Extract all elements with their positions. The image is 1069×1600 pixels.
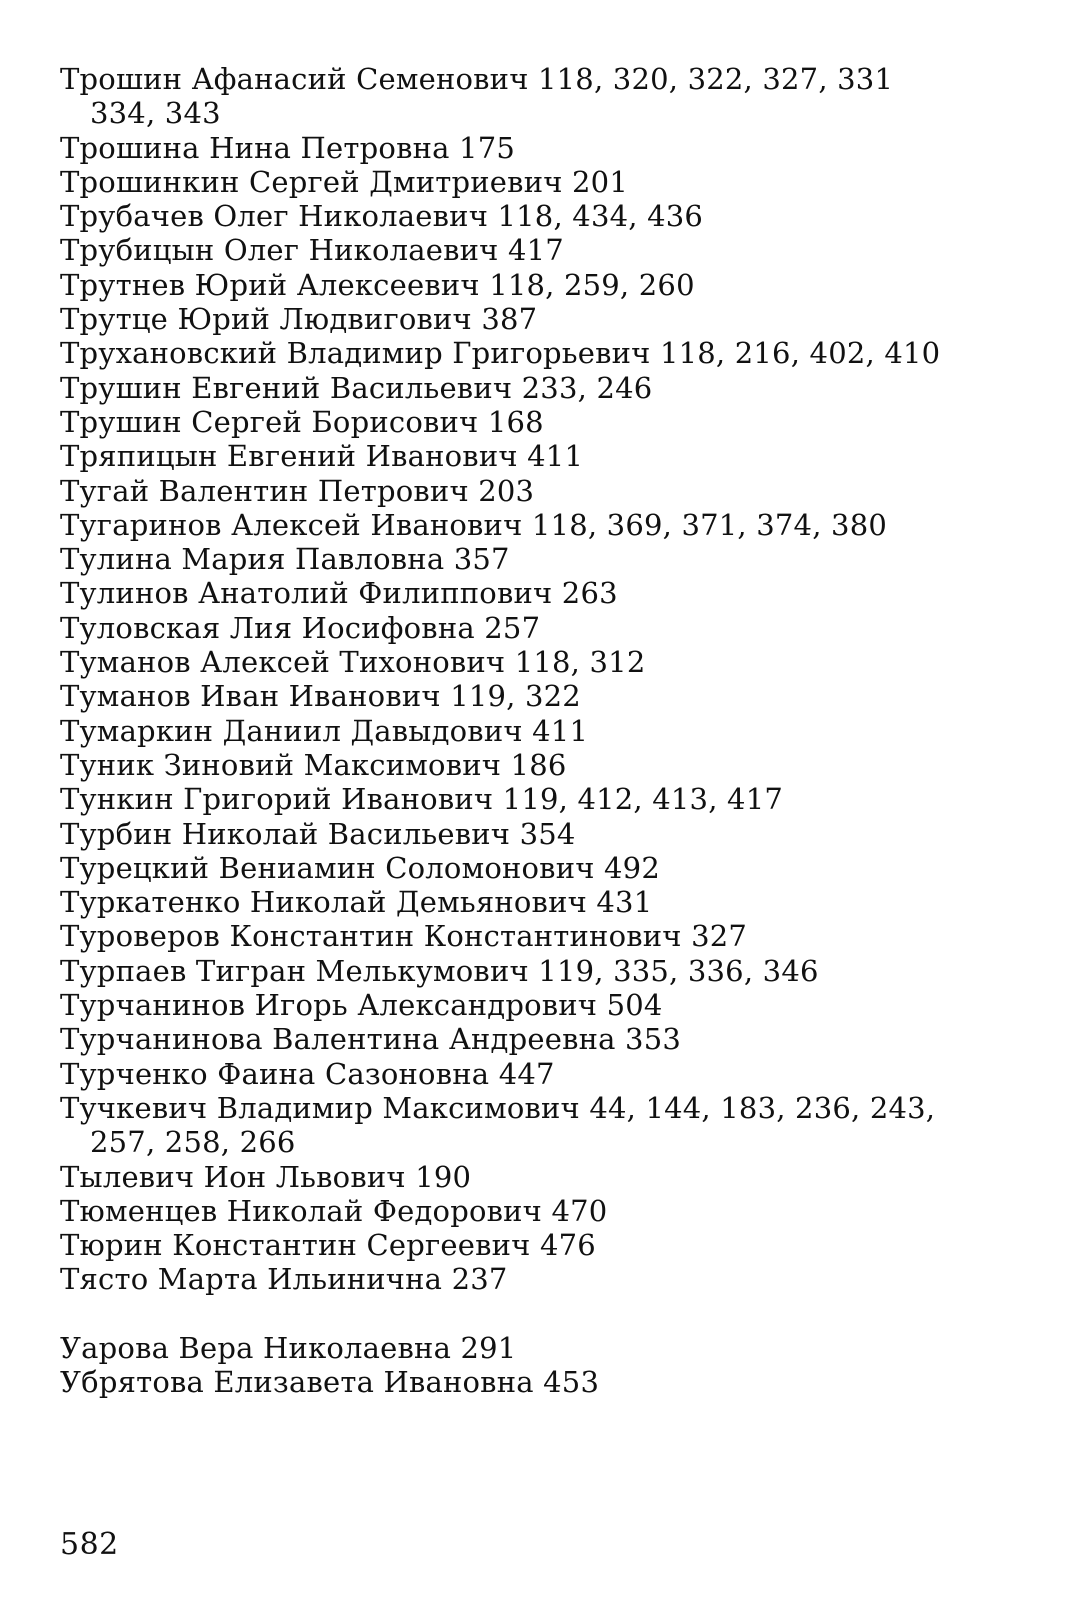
entry-pages: 233, 246 — [521, 370, 653, 405]
entry-name: Трошина Нина Петровна — [60, 130, 450, 165]
entry-pages-continued: 334, 343 — [90, 96, 221, 131]
entry-name: Тугаринов Алексей Иванович — [60, 507, 523, 542]
entry-pages: 431 — [596, 885, 653, 920]
entry-name: Тряпицын Евгений Иванович — [60, 439, 518, 474]
index-entry — [60, 679, 1045, 713]
index-entry — [60, 714, 1045, 748]
index-entry — [60, 371, 1045, 405]
index-entry — [60, 817, 1045, 851]
entry-pages: 257 — [484, 610, 541, 645]
entry-name: Тучкевич Владимир Максимович — [60, 1090, 580, 1125]
index-entry — [60, 988, 1045, 1022]
entry-pages: 417 — [507, 233, 564, 268]
entry-pages: 263 — [561, 576, 618, 611]
entry-name: Туманов Алексей Тихонович — [60, 645, 506, 680]
entry-pages: 353 — [625, 1022, 681, 1057]
entry-pages: 201 — [572, 164, 628, 199]
entry-pages: 387 — [481, 302, 538, 337]
index-entry — [60, 62, 1045, 131]
index-entry — [60, 919, 1045, 953]
entry-name: Тугай Валентин Петрович — [60, 473, 469, 508]
entry-pages: 118, 434, 436 — [497, 199, 704, 234]
entry-pages: 237 — [451, 1262, 508, 1297]
entry-name: Тункин Григорий Иванович — [60, 782, 494, 817]
entry-pages: 203 — [478, 473, 535, 508]
entry-pages: 447 — [498, 1056, 555, 1091]
index-entry — [60, 508, 1045, 542]
index-entry — [60, 439, 1045, 473]
index-entry — [60, 645, 1045, 679]
entry-name: Туркатенко Николай Демьянович — [60, 885, 587, 920]
entry-pages-continued: 257, 258, 266 — [90, 1125, 296, 1160]
index-entry — [60, 576, 1045, 610]
entry-pages: 492 — [604, 850, 660, 885]
entry-name: Трухановский Владимир Григорьевич — [60, 336, 651, 371]
index-entry — [60, 1262, 1045, 1296]
entry-pages: 327 — [691, 919, 748, 954]
entry-pages: 119, 412, 413, 417 — [502, 782, 783, 817]
index-entry — [60, 1022, 1045, 1056]
index-entry — [60, 954, 1045, 988]
entry-pages: 357 — [453, 542, 510, 577]
entry-name: Трошинкин Сергей Дмитриевич — [60, 164, 563, 199]
entry-pages: 118, 216, 402, 410 — [659, 336, 941, 371]
entry-name: Тулина Мария Павловна — [60, 542, 445, 577]
entry-name: Турецкий Вениамин Соломонович — [60, 850, 595, 885]
entry-pages: 175 — [459, 130, 515, 165]
index-entry — [60, 748, 1045, 782]
index-entry — [60, 1331, 1045, 1365]
entry-pages: 118, 320, 322, 327, 331 — [538, 62, 894, 96]
entry-name: Турпаев Тигран Мелькумович — [60, 953, 529, 988]
entry-name: Турчанинов Игорь Александрович — [60, 988, 598, 1023]
entry-pages: 453 — [543, 1364, 600, 1399]
index-entry — [60, 199, 1045, 233]
index-entry — [60, 1194, 1045, 1228]
entry-name: Трушин Евгений Васильевич — [60, 370, 513, 405]
entry-name: Тюменцев Николай Федорович — [60, 1193, 543, 1228]
entry-pages: 44, 144, 183, 236, 243, — [589, 1090, 936, 1125]
index-entry — [60, 233, 1045, 267]
index-entry — [60, 165, 1045, 199]
entry-name: Убрятова Елизавета Ивановна — [60, 1364, 534, 1399]
entry-name: Трутнев Юрий Алексеевич — [60, 267, 480, 302]
entry-name: Турченко Фаина Сазоновна — [60, 1056, 490, 1091]
entry-pages: 119, 322 — [450, 679, 581, 714]
index-entry — [60, 885, 1045, 919]
page-number: 582 — [60, 1527, 119, 1562]
entry-name: Туник Зиновий Максимович — [60, 747, 502, 782]
index-entry — [60, 542, 1045, 576]
entry-pages: 190 — [415, 1159, 472, 1194]
entry-pages: 476 — [539, 1228, 596, 1263]
entry-name: Туманов Иван Иванович — [60, 679, 441, 714]
entry-name: Трушин Сергей Борисович — [60, 404, 479, 439]
entry-name: Тумаркин Даниил Давыдович — [60, 713, 523, 748]
entry-pages: 291 — [460, 1330, 517, 1365]
index-entry — [60, 851, 1045, 885]
name-index-list — [60, 62, 1045, 1399]
entry-pages: 470 — [551, 1193, 608, 1228]
index-entry — [60, 1091, 1045, 1160]
letter-section-divider — [60, 1297, 1045, 1331]
entry-name: Турбин Николай Васильевич — [60, 816, 511, 851]
index-entry — [60, 336, 1045, 370]
index-entry — [60, 782, 1045, 816]
index-entry — [60, 1365, 1045, 1399]
entry-pages: 504 — [606, 988, 663, 1023]
index-entry — [60, 474, 1045, 508]
index-entry — [60, 302, 1045, 336]
entry-name: Трубачев Олег Николаевич — [60, 199, 489, 234]
index-entry — [60, 1160, 1045, 1194]
index-entry — [60, 1228, 1045, 1262]
entry-name: Туловская Лия Иосифовна — [60, 610, 475, 645]
entry-name: Тулинов Анатолий Филиппович — [60, 576, 553, 611]
entry-name: Тясто Марта Ильинична — [60, 1262, 443, 1297]
index-entry — [60, 405, 1045, 439]
entry-pages: 411 — [527, 439, 584, 474]
entry-pages: 411 — [532, 713, 589, 748]
entry-pages: 119, 335, 336, 346 — [538, 953, 819, 988]
entry-pages: 354 — [519, 816, 576, 851]
entry-name: Трошин Афанасий Семенович — [60, 62, 529, 96]
entry-name: Турчанинова Валентина Андреевна — [60, 1022, 616, 1057]
entry-name: Трутце Юрий Людвигович — [60, 302, 472, 337]
entry-pages: 168 — [487, 404, 544, 439]
index-entry — [60, 268, 1045, 302]
entry-name: Трубицын Олег Николаевич — [60, 233, 499, 268]
entry-pages: 186 — [510, 747, 567, 782]
entry-name: Тылевич Ион Львович — [60, 1159, 406, 1194]
index-entry — [60, 1057, 1045, 1091]
index-entry — [60, 611, 1045, 645]
entry-pages: 118, 259, 260 — [489, 267, 695, 302]
entry-pages: 118, 369, 371, 374, 380 — [531, 507, 887, 542]
entry-name: Тюрин Константин Сергеевич — [60, 1228, 531, 1263]
index-entry — [60, 131, 1045, 165]
entry-name: Уарова Вера Николаевна — [60, 1330, 452, 1365]
entry-name: Туроверов Константин Константинович — [60, 919, 682, 954]
entry-pages: 118, 312 — [514, 645, 646, 680]
